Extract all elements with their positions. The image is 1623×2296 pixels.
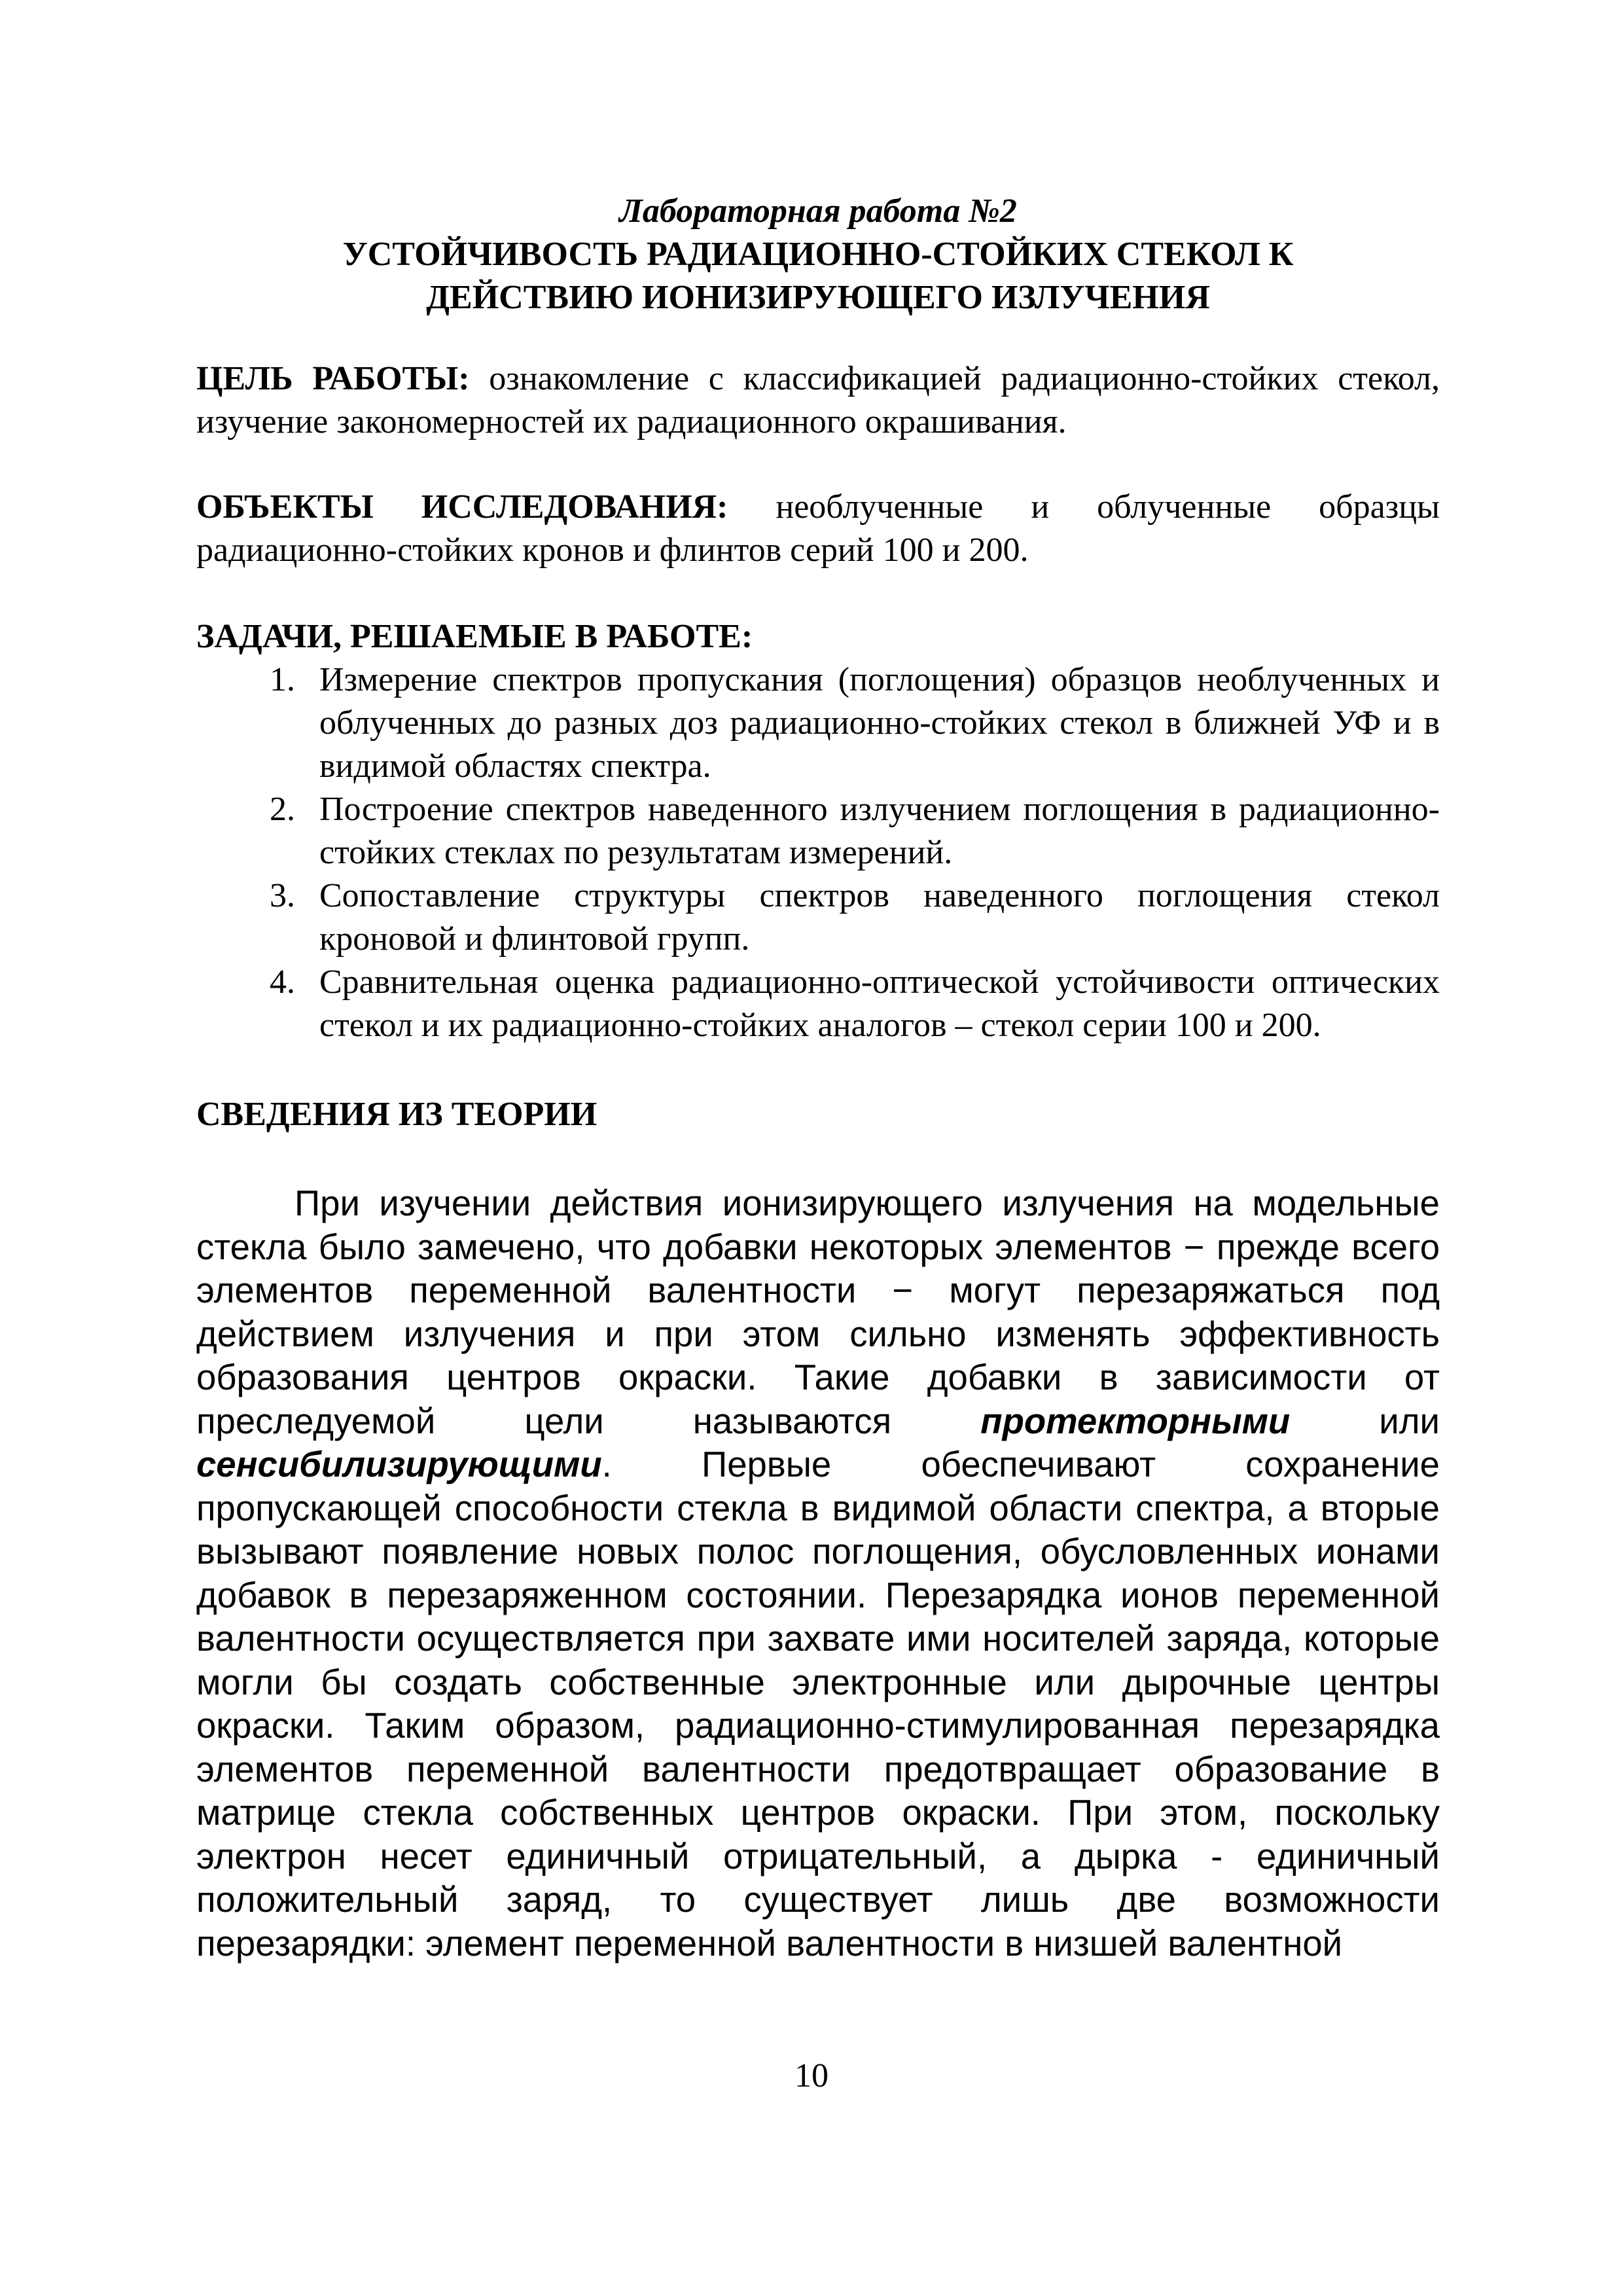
page-number: 10: [794, 2057, 829, 2094]
theory-term-sensitizer: сенсибилизирующими: [196, 1444, 602, 1484]
task-number: 2.: [270, 791, 295, 828]
objects-paragraph: [196, 486, 1440, 572]
theory-heading: СВЕДЕНИЯ ИЗ ТЕОРИИ: [196, 1096, 597, 1133]
task-text: Сравнительная оценка радиационно-оптической устойчивости оптических стекол и их радиационно-стойких аналогов – стекол серии 100 и 200.: [319, 963, 1440, 1044]
main-title: [196, 233, 1440, 319]
task-number: 4.: [270, 963, 295, 1001]
task-text: Построение спектров наведенного излучением поглощения в радиационно-стойких стеклах по результатам измерений.: [319, 791, 1440, 871]
task-item: [196, 874, 1440, 961]
theory-text-part-3: . Первые обеспечивают сохранение пропускающей способности стекла в видимой области спектра, а вторые вызывают появление новых полос поглощения, обусловленных ионами добавок в перезаряженном состоянии. Перезарядка ионов переменной валентности осуществляется при захвате ими носителей заряда, которые могли бы создать собственные электронные или дырочные центры окраски. Таким образом, радиационно-стимулированная перезарядка элементов переменной валентности предотвращает образование в матрице стекла собственных центров окраски. При этом, поскольку электрон несет единичный отрицательный, а дырка - единичный положительный заряд, то существует лишь две возможности перезарядки: элемент переменной валентности в низшей валентной: [196, 1444, 1440, 1964]
goal-label: ЦЕЛЬ РАБОТЫ:: [196, 360, 470, 397]
lab-title: Лабораторная работа №2: [619, 192, 1017, 230]
theory-text-part-1: При изучении действия ионизирующего излучения на модельные стекла было замечено, что добавки некоторых элементов − прежде всего элементов переменной валентности − могут перезаряжаться под действием излучения и при этом сильно изменять эффективность образования центров окраски. Такие добавки в зависимости от преследуемой цели называются: [196, 1183, 1440, 1441]
main-title-line-1: УСТОЙЧИВОСТЬ РАДИАЦИОННО-СТОЙКИХ СТЕКОЛ К: [342, 236, 1294, 273]
goal-paragraph: [196, 357, 1440, 444]
theory-term-protector: протекторными: [980, 1401, 1291, 1441]
main-title-line-2: ДЕЙСТВИЮ ИОНИЗИРУЮЩЕГО ИЗЛУЧЕНИЯ: [426, 279, 1210, 316]
theory-paragraph: [196, 1182, 1440, 1965]
objects-text: необлученные и облученные образцы радиационно-стойких кронов и флинтов серий 100 и 200.: [196, 488, 1440, 569]
task-number: 3.: [270, 877, 295, 914]
page-content: [196, 190, 1440, 1965]
task-text: Измерение спектров пропускания (поглощения) образцов необлученных и облученных до разных доз радиационно-стойких стекол в ближней УФ и в видимой областях спектра.: [319, 661, 1440, 785]
theory-text-part-2: или: [1290, 1401, 1440, 1441]
task-item: [196, 658, 1440, 788]
tasks-heading: ЗАДАЧИ, РЕШАЕМЫЕ В РАБОТЕ:: [196, 618, 753, 655]
goal-text: ознакомление с классификацией радиационно-стойких стекол, изучение закономерностей их радиационного окрашивания.: [196, 360, 1440, 440]
task-item: [196, 788, 1440, 874]
task-text: Сопоставление структуры спектров наведенного поглощения стекол кроновой и флинтовой групп.: [319, 877, 1440, 958]
task-number: 1.: [270, 661, 295, 698]
task-item: [196, 961, 1440, 1047]
tasks-list: [196, 658, 1440, 1047]
objects-label: ОБЪЕКТЫ ИССЛЕДОВАНИЯ:: [196, 488, 728, 526]
